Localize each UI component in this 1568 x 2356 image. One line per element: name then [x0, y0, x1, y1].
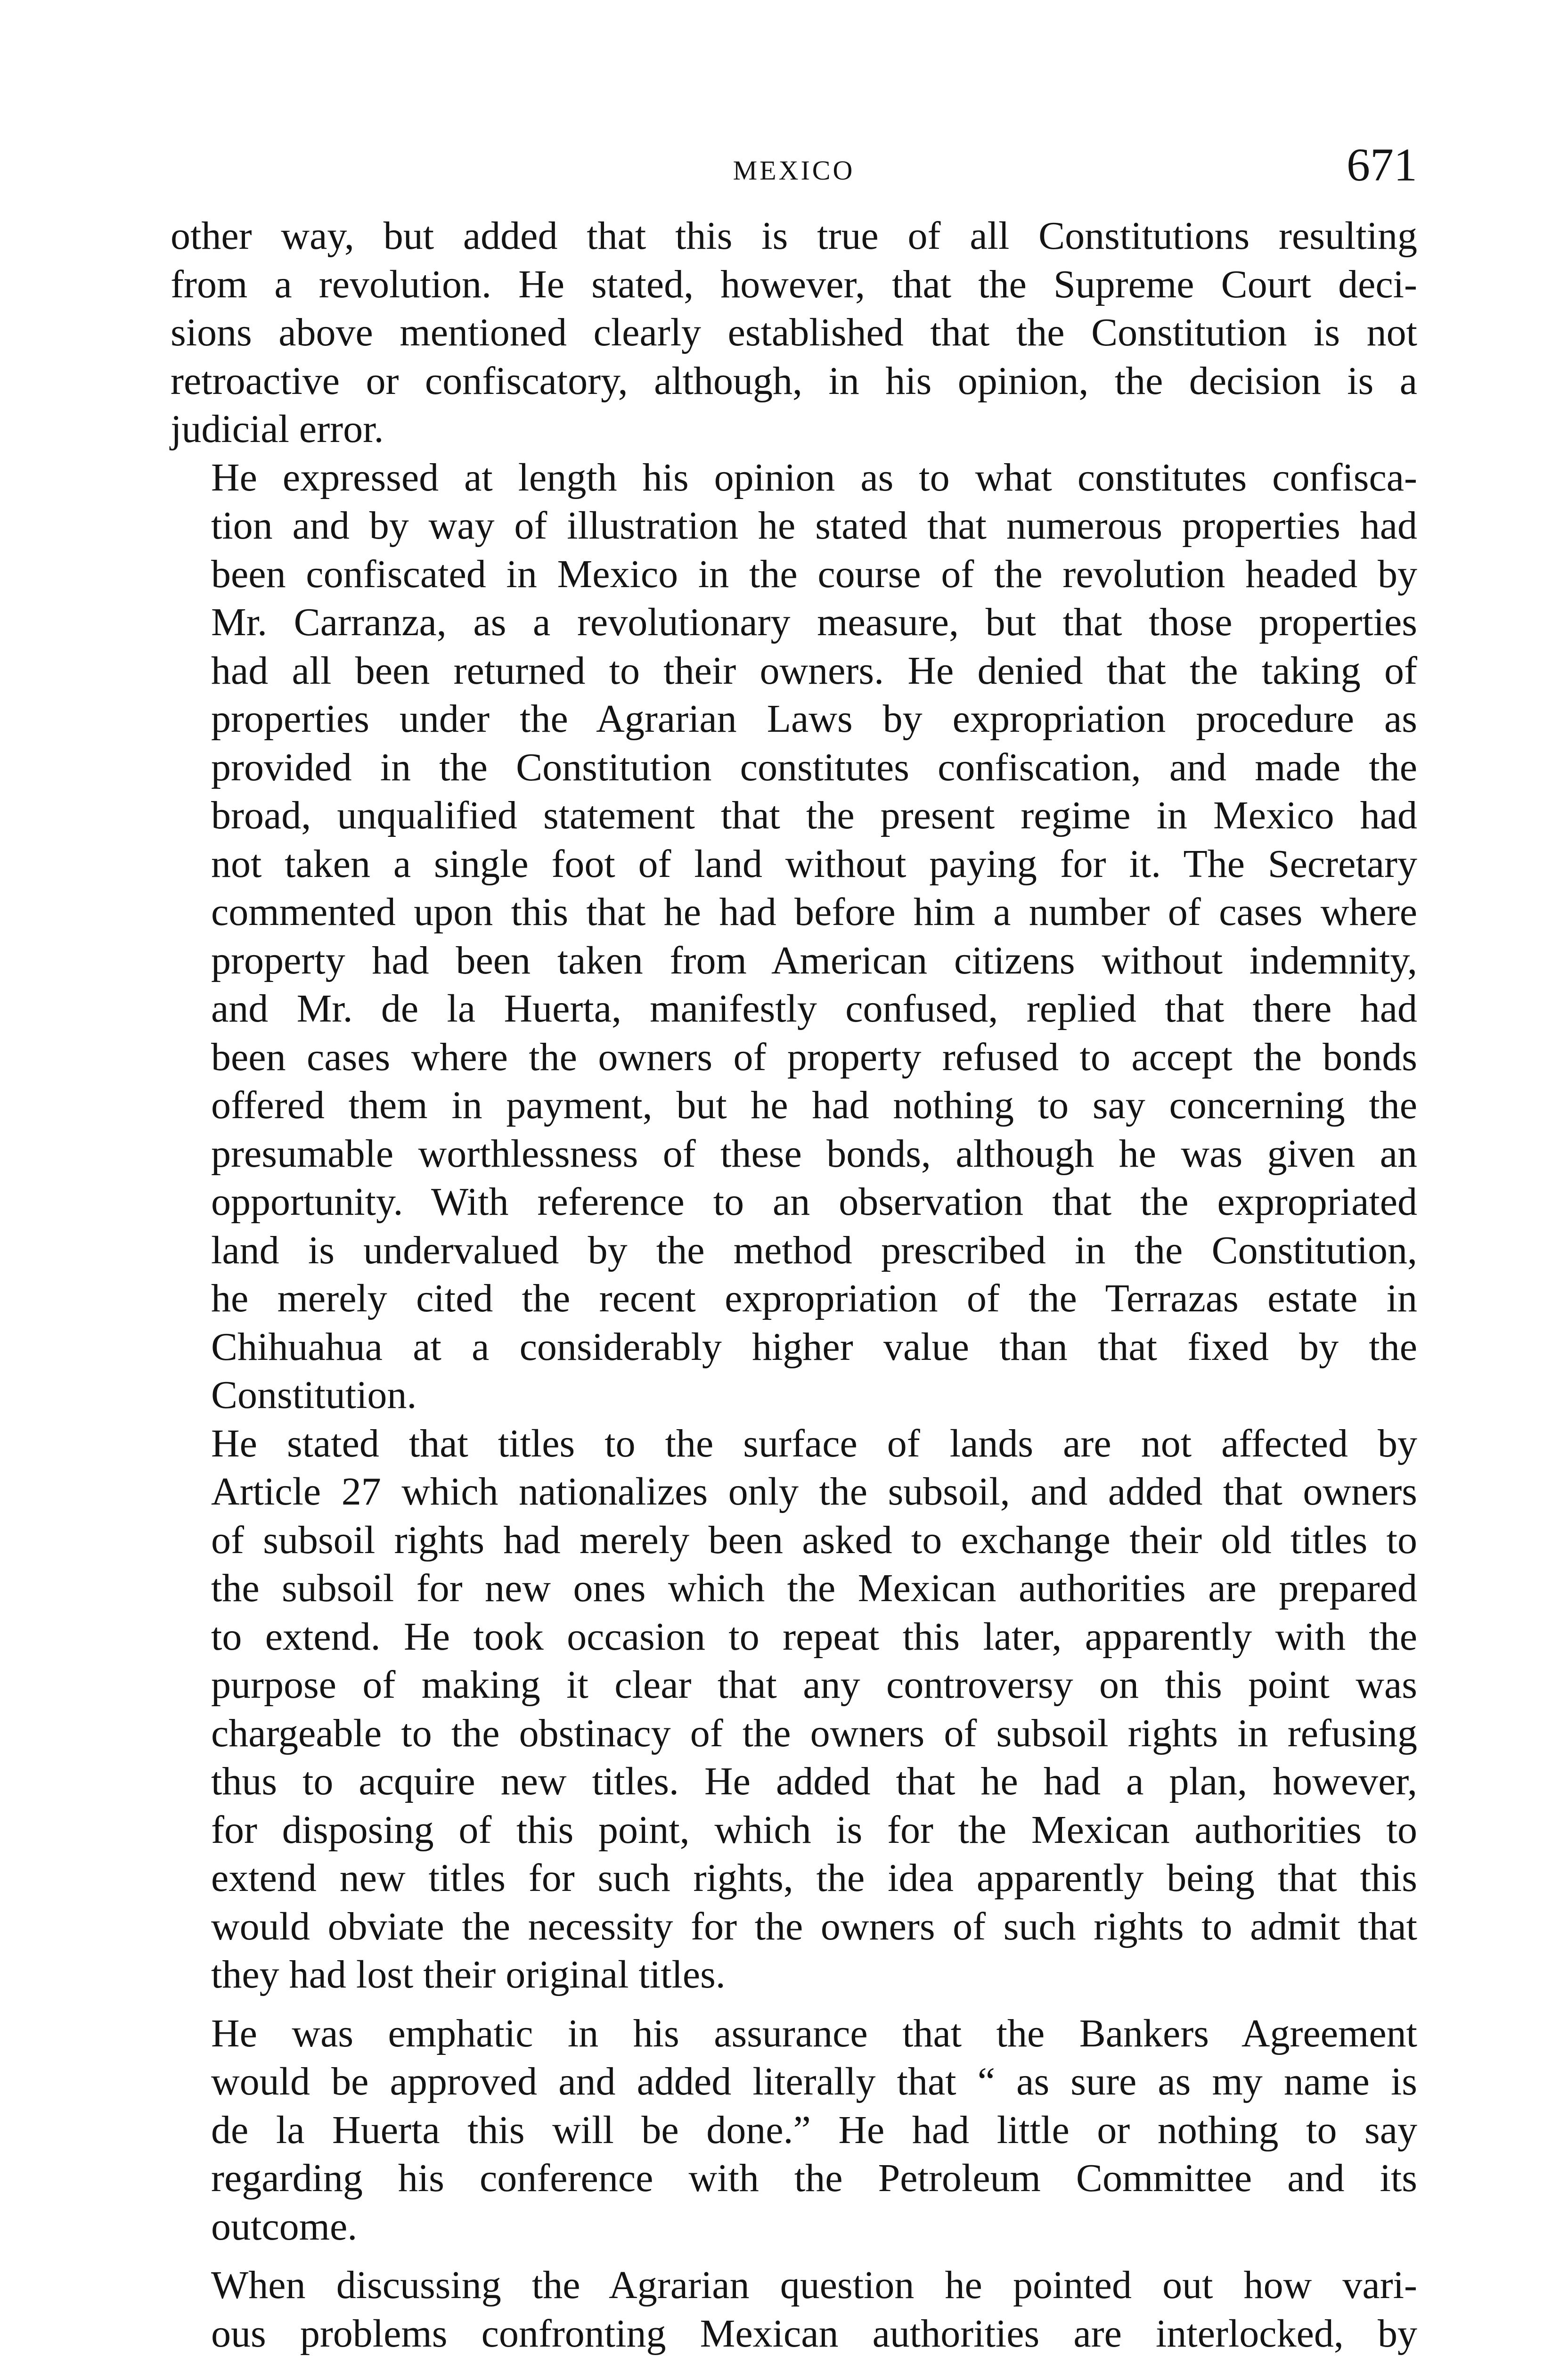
text-line: and Mr. de la Huerta, manifestly confused, replied that there had — [211, 987, 1417, 1031]
text-line: regarding his conference with the Petroleum Committee and its — [211, 2156, 1417, 2200]
paragraph — [171, 212, 1417, 454]
text-line: been confiscated in Mexico in the course of the revolution headed by — [211, 552, 1417, 596]
text-line: retroactive or confiscatory, although, in his opinion, the decision is a — [171, 359, 1417, 403]
text-line: not taken a single foot of land without paying for it. The Secretary — [211, 842, 1417, 886]
paragraph — [171, 1420, 1417, 1999]
text-line: from a revolution. He stated, however, that the Supreme Court deci- — [171, 262, 1417, 306]
running-title: MEXICO — [733, 155, 855, 186]
text-line: broad, unqualified statement that the present regime in Mexico had — [211, 794, 1417, 837]
text-line: thus to acquire new titles. He added that he had a plan, however, — [211, 1759, 1417, 1803]
text-line: Article 27 which nationalizes only the subsoil, and added that owners — [211, 1470, 1417, 1513]
text-line: extend new titles for such rights, the idea apparently being that this — [211, 1856, 1417, 1900]
text-line: offered them in payment, but he had nothing to say concerning the — [211, 1083, 1417, 1127]
text-line: commented upon this that he had before him a number of cases where — [211, 890, 1417, 934]
text-line: ous problems confronting Mexican authorities are interlocked, by — [211, 2311, 1417, 2356]
text-line: purpose of making it clear that any controversy on this point was — [211, 1663, 1417, 1707]
text-line: chargeable to the obstinacy of the owners of subsoil rights in refusing — [211, 1711, 1417, 1755]
text-line: outcome. — [211, 2204, 358, 2249]
text-line: judicial error. — [171, 407, 384, 451]
paragraph — [171, 2261, 1417, 2356]
text-line: de la Huerta this will be done.” He had little or nothing to say — [211, 2108, 1417, 2152]
text-line: had all been returned to their owners. He denied that the taking of — [211, 648, 1417, 693]
text-line: provided in the Constitution constitutes confiscation, and made the — [211, 745, 1417, 789]
text-line: would obviate the necessity for the owners of such rights to admit that — [211, 1904, 1417, 1948]
text-line: He stated that titles to the surface of lands are not affected by — [211, 1421, 1417, 1465]
text-line: would be approved and added literally that “ as sure as my name is — [211, 2060, 1417, 2103]
text-line: the subsoil for new ones which the Mexican authorities are prepared — [211, 1566, 1417, 1610]
text-line: Mr. Carranza, as a revolutionary measure, but that those properties — [211, 600, 1417, 644]
text-line: for disposing of this point, which is for the Mexican authorities to — [211, 1808, 1417, 1852]
page-number: 671 — [1347, 139, 1417, 191]
text-line: He was emphatic in his assurance that the Bankers Agreement — [211, 2011, 1417, 2055]
text-line: properties under the Agrarian Laws by expropriation procedure as — [211, 697, 1417, 741]
text-line: they had lost their original titles. — [211, 1953, 726, 1996]
text-line: tion and by way of illustration he stated that numerous properties had — [211, 504, 1417, 548]
paragraph — [171, 454, 1417, 1420]
text-line: to extend. He took occasion to repeat this later, apparently with the — [211, 1614, 1417, 1659]
text-line: sions above mentioned clearly established that the Constitution is not — [171, 311, 1417, 354]
text-line: opportunity. With reference to an observation that the expropriated — [211, 1180, 1417, 1224]
paragraph — [171, 2010, 1417, 2251]
text-line: he merely cited the recent expropriation of the Terrazas estate in — [211, 1276, 1417, 1320]
document-page — [171, 141, 1417, 2356]
text-line: presumable worthlessness of these bonds, although he was given an — [211, 1131, 1417, 1176]
text-line: been cases where the owners of property refused to accept the bonds — [211, 1035, 1417, 1079]
text-line: Constitution. — [211, 1373, 417, 1417]
text-line: property had been taken from American citizens without indemnity, — [211, 938, 1417, 982]
text-line: When discussing the Agrarian question he pointed out how vari- — [211, 2263, 1417, 2307]
running-header — [171, 141, 1417, 212]
text-line: land is undervalued by the method prescribed in the Constitution, — [211, 1228, 1417, 1272]
text-line: Chihuahua at a considerably higher value than that fixed by the — [211, 1325, 1417, 1369]
text-line: of subsoil rights had merely been asked to exchange their old titles to — [211, 1518, 1417, 1562]
text-line: He expressed at length his opinion as to what constitutes confisca- — [211, 455, 1417, 499]
text-line: other way, but added that this is true of all Constitutions resulting — [171, 214, 1417, 258]
